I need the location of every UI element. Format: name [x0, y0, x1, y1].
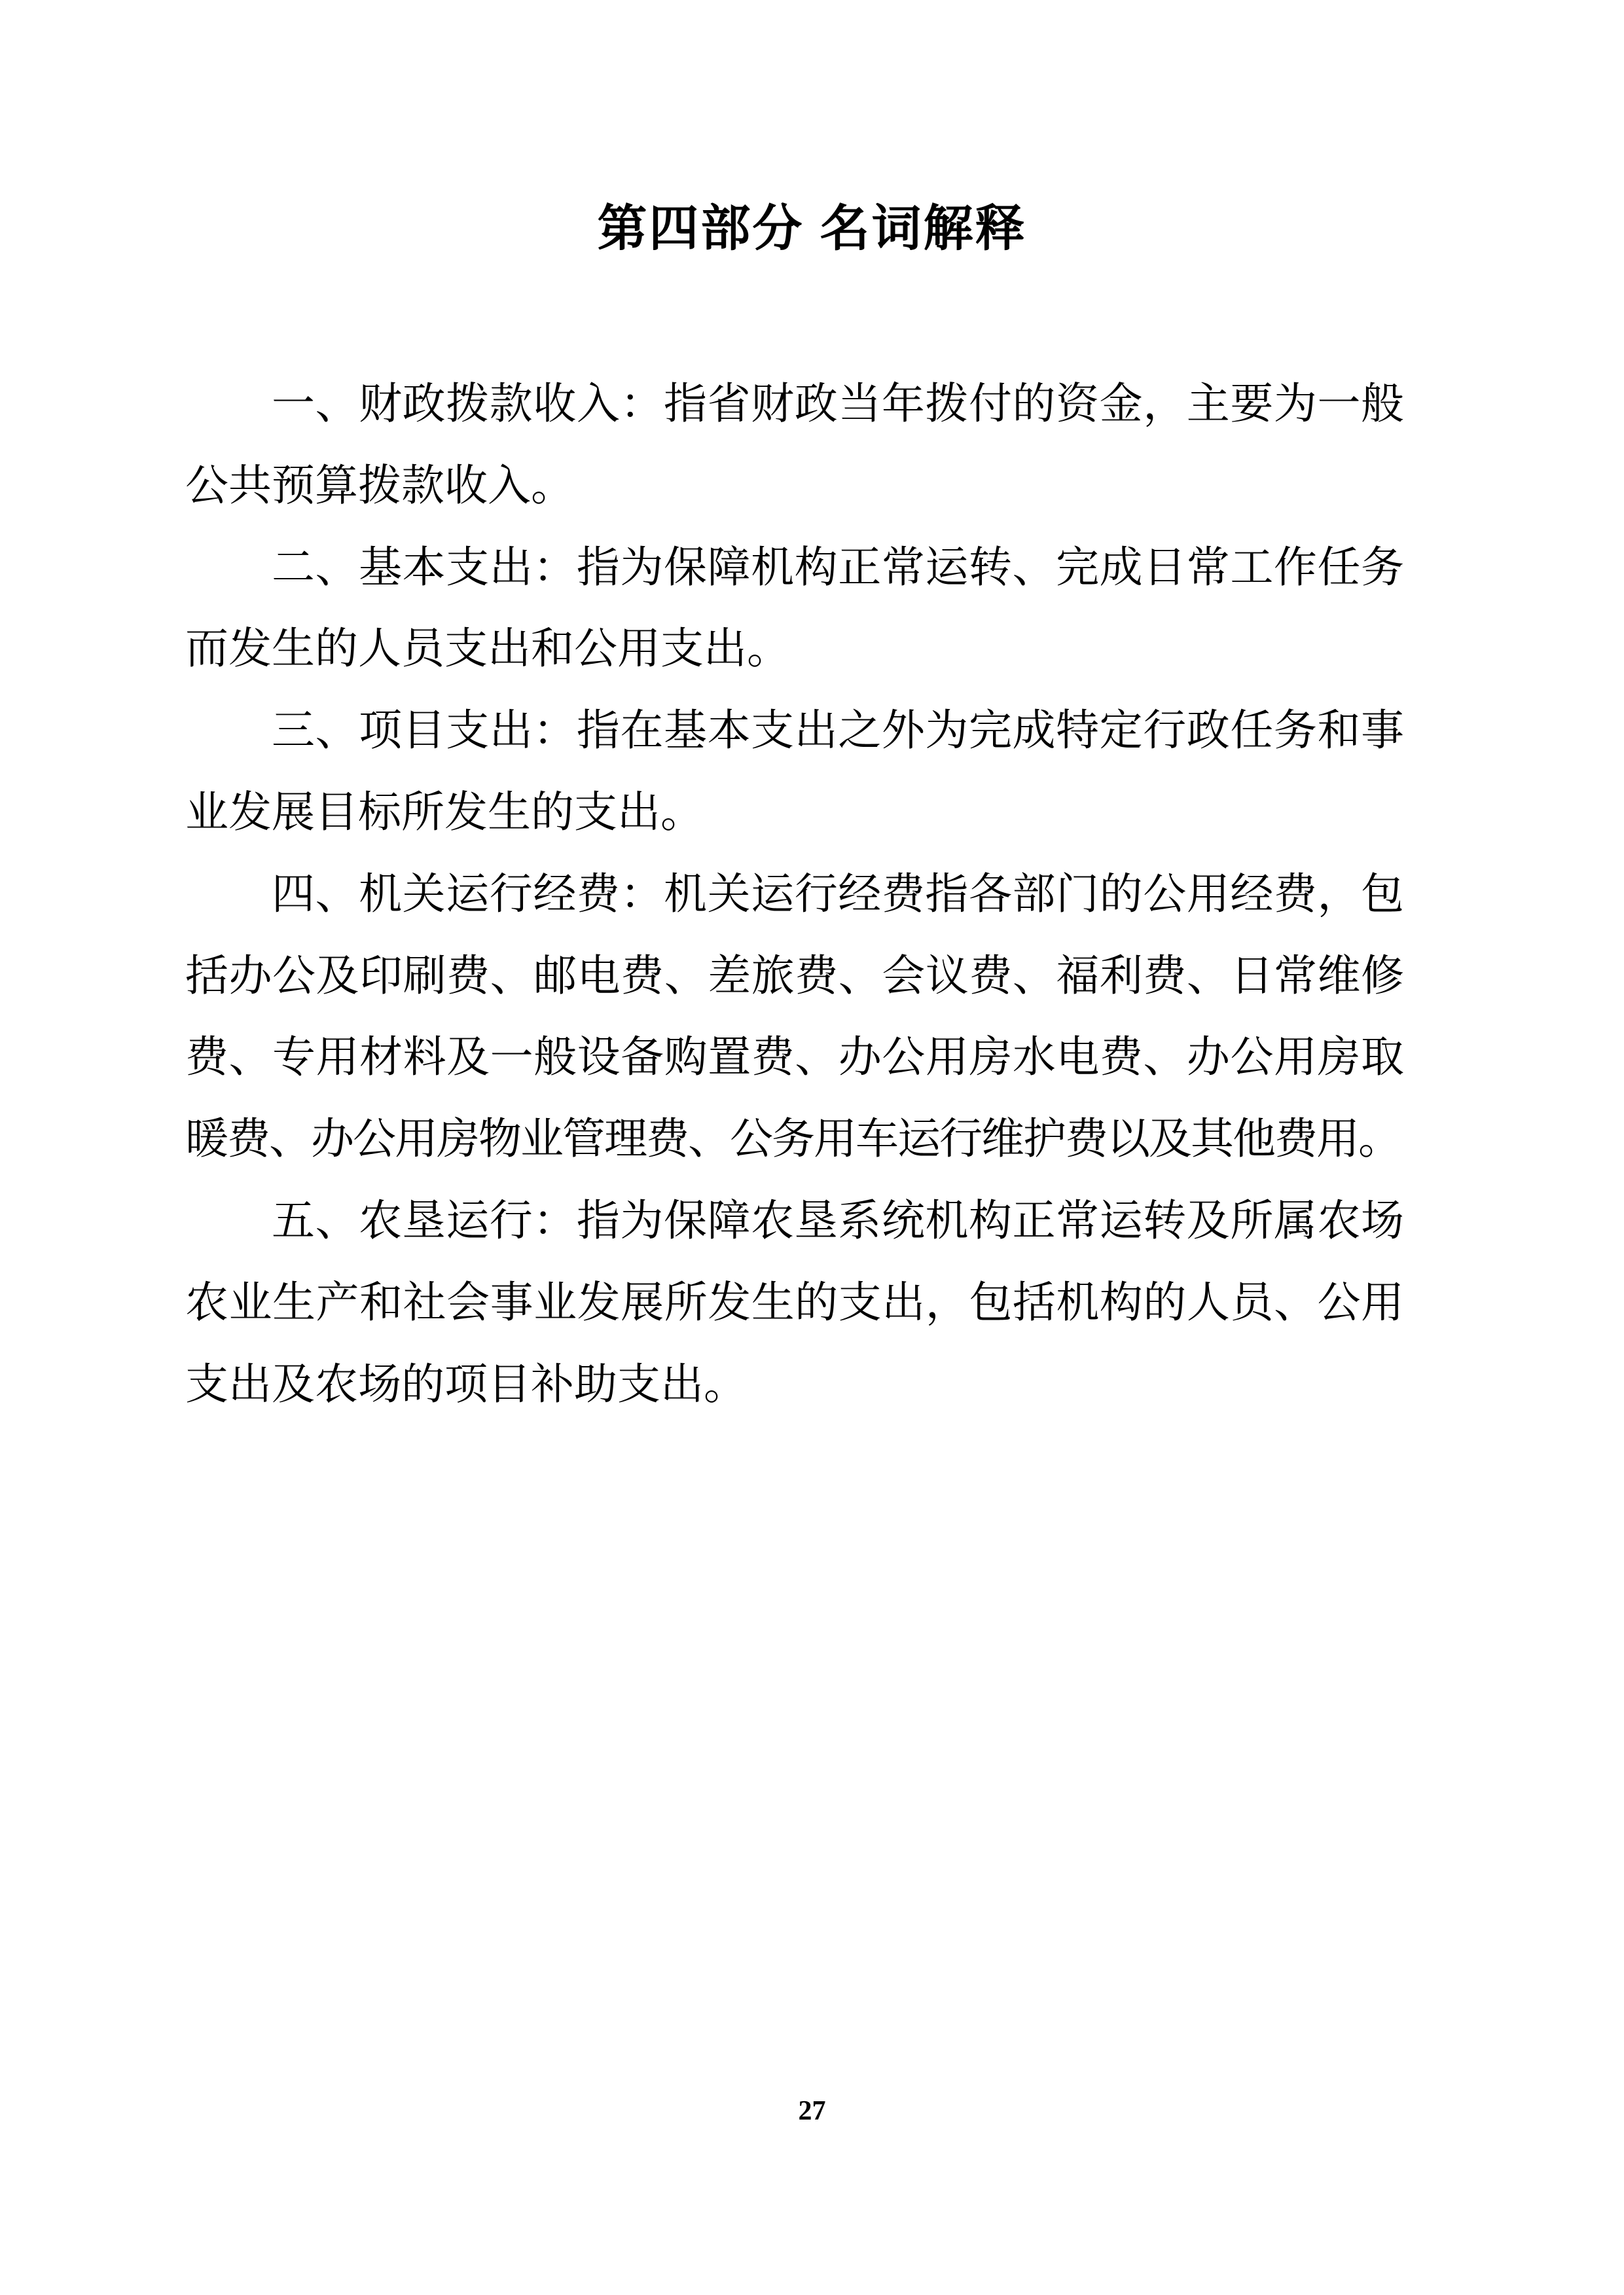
body-line: 公共预算拨款收入。	[185, 461, 574, 510]
paragraph	[185, 691, 1404, 854]
paragraph	[185, 528, 1404, 691]
body-line: 三、项目支出：指在基本支出之外为完成特定行政任务和事	[272, 707, 1404, 755]
paragraph	[185, 854, 1404, 1181]
body-line: 农业生产和社会事业发展所发生的支出，包括机构的人员、公用	[185, 1278, 1404, 1327]
paragraph	[185, 1181, 1404, 1426]
body-text	[185, 364, 1404, 1426]
section-title: 第四部分 名词解释	[597, 201, 1027, 257]
page-number: 27	[798, 2096, 826, 2126]
body-line: 暖费、办公用房物业管理费、公务用车运行维护费以及其他费用。	[185, 1115, 1400, 1164]
body-line: 一、财政拨款收入：指省财政当年拨付的资金，主要为一般	[272, 380, 1404, 428]
body-line: 费、专用材料及一般设备购置费、办公用房水电费、办公用房取	[185, 1034, 1404, 1082]
body-line: 业发展目标所发生的支出。	[185, 788, 704, 837]
body-line: 四、机关运行经费：机关运行经费指各部门的公用经费，包	[272, 870, 1404, 918]
body-line: 二、基本支出：指为保障机构正常运转、完成日常工作任务	[272, 543, 1404, 592]
paragraph	[185, 364, 1404, 528]
body-line: 括办公及印刷费、邮电费、差旅费、会议费、福利费、日常维修	[185, 952, 1404, 1000]
body-line: 支出及农场的项目补助支出。	[185, 1360, 747, 1409]
body-line: 五、农垦运行：指为保障农垦系统机构正常运转及所属农场	[272, 1197, 1404, 1245]
body-line: 而发生的人员支出和公用支出。	[185, 625, 790, 674]
